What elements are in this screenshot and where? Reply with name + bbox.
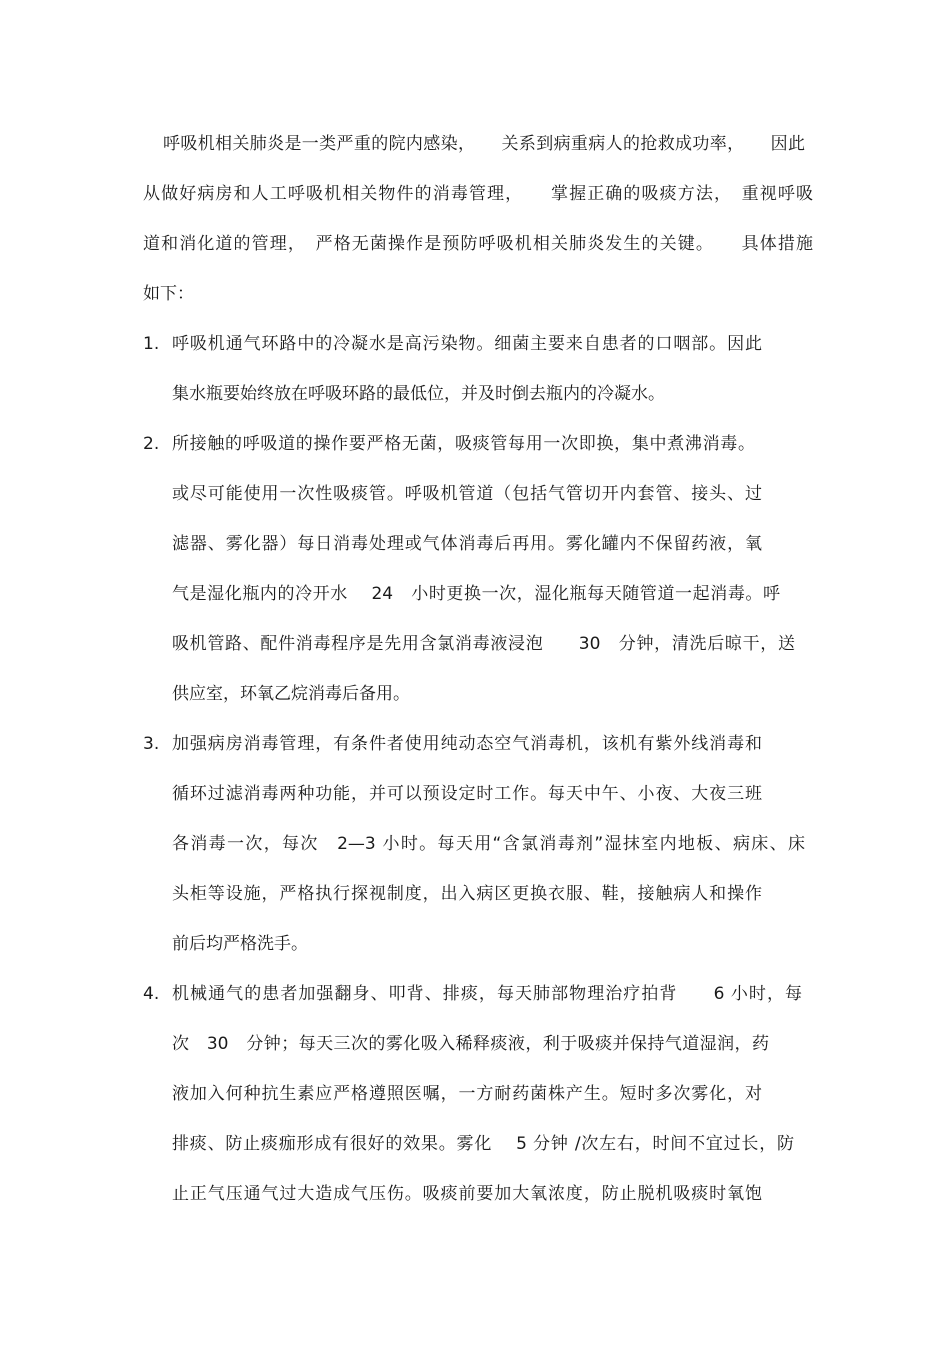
item-line: 循环过滤消毒两种功能，并可以预设定时工作。每天中午、小夜、大夜三班: [172, 784, 762, 804]
intro-line: 呼吸机相关肺炎是一类严重的院内感染， 关系到病重病人的抢救成功率， 因此: [163, 134, 805, 154]
item-line: 滤器、雾化器）每日消毒处理或气体消毒后再用。雾化罐内不保留药液，氧: [172, 534, 762, 554]
item-line: 机械通气的患者加强翻身、叩背、排痰，每天肺部物理治疗拍背 6 小时，每: [172, 984, 802, 1004]
item-line: 各消毒一次，每次 2—3 小时。每天用“含氯消毒剂”湿抹室内地板、病床、床: [172, 834, 805, 854]
item-number: 4.: [143, 984, 160, 1004]
item-number: 1.: [143, 334, 160, 354]
intro-line: 如下：: [143, 284, 194, 304]
item-line: 吸机管路、配件消毒程序是先用含氯消毒液浸泡 30 分钟，清洗后晾干，送: [172, 634, 795, 654]
item-line: 呼吸机通气环路中的冷凝水是高污染物。细菌主要来自患者的口咽部。因此: [172, 334, 762, 354]
item-number: 3.: [143, 734, 160, 754]
intro-line: 从做好病房和人工呼吸机相关物件的消毒管理， 掌握正确的吸痰方法， 重视呼吸: [143, 184, 813, 204]
item-line: 供应室，环氧乙烷消毒后备用。: [172, 684, 410, 704]
item-line: 所接触的呼吸道的操作要严格无菌，吸痰管每用一次即换，集中煮沸消毒。: [172, 434, 755, 454]
item-line: 加强病房消毒管理，有条件者使用纯动态空气消毒机，该机有紫外线消毒和: [172, 734, 762, 754]
item-line: 排痰、防止痰痂形成有很好的效果。雾化 5 分钟 /次左右，时间不宜过长，防: [172, 1134, 794, 1154]
item-line: 头柜等设施，严格执行探视制度，出入病区更换衣服、鞋，接触病人和操作: [172, 884, 762, 904]
item-line: 集水瓶要始终放在呼吸环路的最低位，并及时倒去瓶内的冷凝水。: [172, 384, 665, 404]
item-line: 液加入何种抗生素应严格遵照医嘱，一方耐药菌株产生。短时多次雾化，对: [172, 1084, 762, 1104]
item-line: 气是湿化瓶内的冷开水 24 小时更换一次，湿化瓶每天随管道一起消毒。呼: [172, 584, 780, 604]
intro-line: 道和消化道的管理， 严格无菌操作是预防呼吸机相关肺炎发生的关键。 具体措施: [143, 234, 813, 254]
item-number: 2.: [143, 434, 160, 454]
item-line: 止正气压通气过大造成气压伤。吸痰前要加大氧浓度，防止脱机吸痰时氧饱: [172, 1184, 762, 1204]
item-line: 前后均严格洗手。: [172, 934, 308, 954]
item-line: 或尽可能使用一次性吸痰管。呼吸机管道（包括气管切开内套管、接头、过: [172, 484, 762, 504]
item-line: 次 30 分钟；每天三次的雾化吸入稀释痰液，利于吸痰并保持气道湿润，药: [172, 1034, 769, 1054]
